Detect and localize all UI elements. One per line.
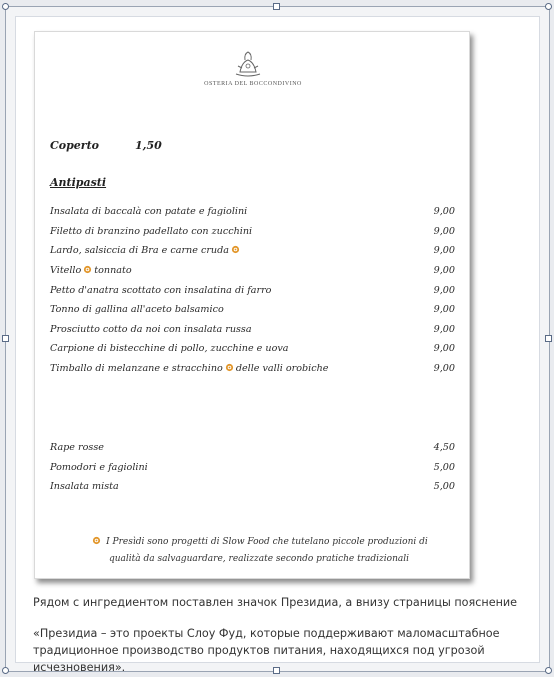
menu-item-name xyxy=(50,363,328,374)
menu-item-price: 5,00 xyxy=(433,461,455,473)
menu-item-price: 9,00 xyxy=(433,265,455,277)
presidio-icon xyxy=(83,265,92,274)
menu-item-price: 9,00 xyxy=(433,284,455,296)
menu-item xyxy=(50,477,455,497)
antipasti-heading: Antipasti xyxy=(50,176,107,189)
menu-item xyxy=(50,339,455,359)
image-content xyxy=(15,16,540,674)
menu-item xyxy=(50,222,455,242)
menu-item-name: Tonno di gallina all'aceto balsamico xyxy=(50,304,224,316)
resize-handle-top-right[interactable] xyxy=(545,3,552,10)
coperto-label: Coperto xyxy=(50,139,99,152)
menu-item xyxy=(50,320,455,340)
menu-item xyxy=(50,458,455,478)
menu-item-price: 9,00 xyxy=(433,323,455,335)
menu-item xyxy=(50,280,455,300)
presidio-icon xyxy=(92,536,101,545)
presidi-footnote xyxy=(59,534,459,568)
menu-item-price: 9,00 xyxy=(433,343,455,355)
menu-item-name-part: tonnato xyxy=(94,265,132,277)
menu-item-name: Rape rosse xyxy=(50,442,104,454)
selected-image-frame[interactable] xyxy=(5,6,550,672)
menu-item-name-part: Lardo, salsiccia di Bra e carne cruda xyxy=(50,245,229,257)
menu-item-name: Prosciutto cotto da noi con insalata russa xyxy=(50,323,252,335)
menu-item xyxy=(50,359,455,379)
menu-item xyxy=(50,300,455,320)
menu-item-name: Insalata mista xyxy=(50,481,119,493)
menu-item-name xyxy=(50,265,132,276)
menu-item-price: 9,00 xyxy=(433,225,455,237)
resize-handle-bottom-right[interactable] xyxy=(545,667,552,674)
restaurant-name: OSTERIA DEL BOCCONDIVINO xyxy=(204,81,302,87)
menu-item xyxy=(50,202,455,222)
menu-item-price: 5,00 xyxy=(433,481,455,493)
footnote-line xyxy=(59,534,459,551)
resize-handle-right[interactable] xyxy=(545,335,552,342)
resize-handle-left[interactable] xyxy=(2,335,9,342)
contorni-list xyxy=(50,438,455,497)
caption-text-1: Рядом с ингредиентом поставлен значок Президиа, а внизу страницы пояснение xyxy=(33,596,518,609)
resize-handle-top-left[interactable] xyxy=(2,3,9,10)
menu-item xyxy=(50,241,455,261)
menu-item-name xyxy=(50,245,242,256)
menu-item-name: Filetto di branzino padellato con zucchini xyxy=(50,225,253,237)
footnote-line: qualità da salvaguardare, realizzate secondo pratiche tradizionali xyxy=(108,554,409,564)
menu-item-name-part: Vitello xyxy=(50,265,82,277)
presidio-icon xyxy=(231,245,240,254)
antipasti-list xyxy=(50,202,455,378)
resize-handle-bottom[interactable] xyxy=(273,667,280,674)
menu-item-name: Petto d'anatra scottato con insalatina di farro xyxy=(50,284,272,296)
menu-item-name-part: delle valli orobiche xyxy=(235,363,329,375)
coperto-price: 1,50 xyxy=(135,139,162,152)
presidio-icon xyxy=(225,363,234,372)
footnote-text-1: I Presìdi sono progetti di Slow Food che tutelano piccole produzioni di xyxy=(106,537,428,547)
menu-item-name: Carpione di bistecchine di pollo, zucchine e uova xyxy=(50,343,289,355)
menu-item-name: Pomodori e fagiolini xyxy=(50,461,148,473)
menu-item-price: 4,50 xyxy=(433,442,455,454)
menu-item-name: Insalata di baccalà con patate e fagiolini xyxy=(50,206,248,218)
menu-item-price: 9,00 xyxy=(433,245,455,257)
osteria-logo-icon xyxy=(228,48,268,80)
resize-handle-bottom-left[interactable] xyxy=(2,667,9,674)
menu-item-name-part: Timballo di melanzane e stracchino xyxy=(50,363,223,375)
menu-item-price: 9,00 xyxy=(433,304,455,316)
menu-sheet xyxy=(34,31,470,579)
menu-item xyxy=(50,261,455,281)
menu-item-price: 9,00 xyxy=(433,206,455,218)
menu-item-price: 9,00 xyxy=(433,363,455,375)
resize-handle-top[interactable] xyxy=(273,3,280,10)
caption-text-2: «Президиа – это проекты Слоу Фуд, которые поддерживают маломасштабное традиционное производство продуктов питания, находящихся под угрозой исчезновения». xyxy=(33,627,500,674)
menu-item xyxy=(50,438,455,458)
